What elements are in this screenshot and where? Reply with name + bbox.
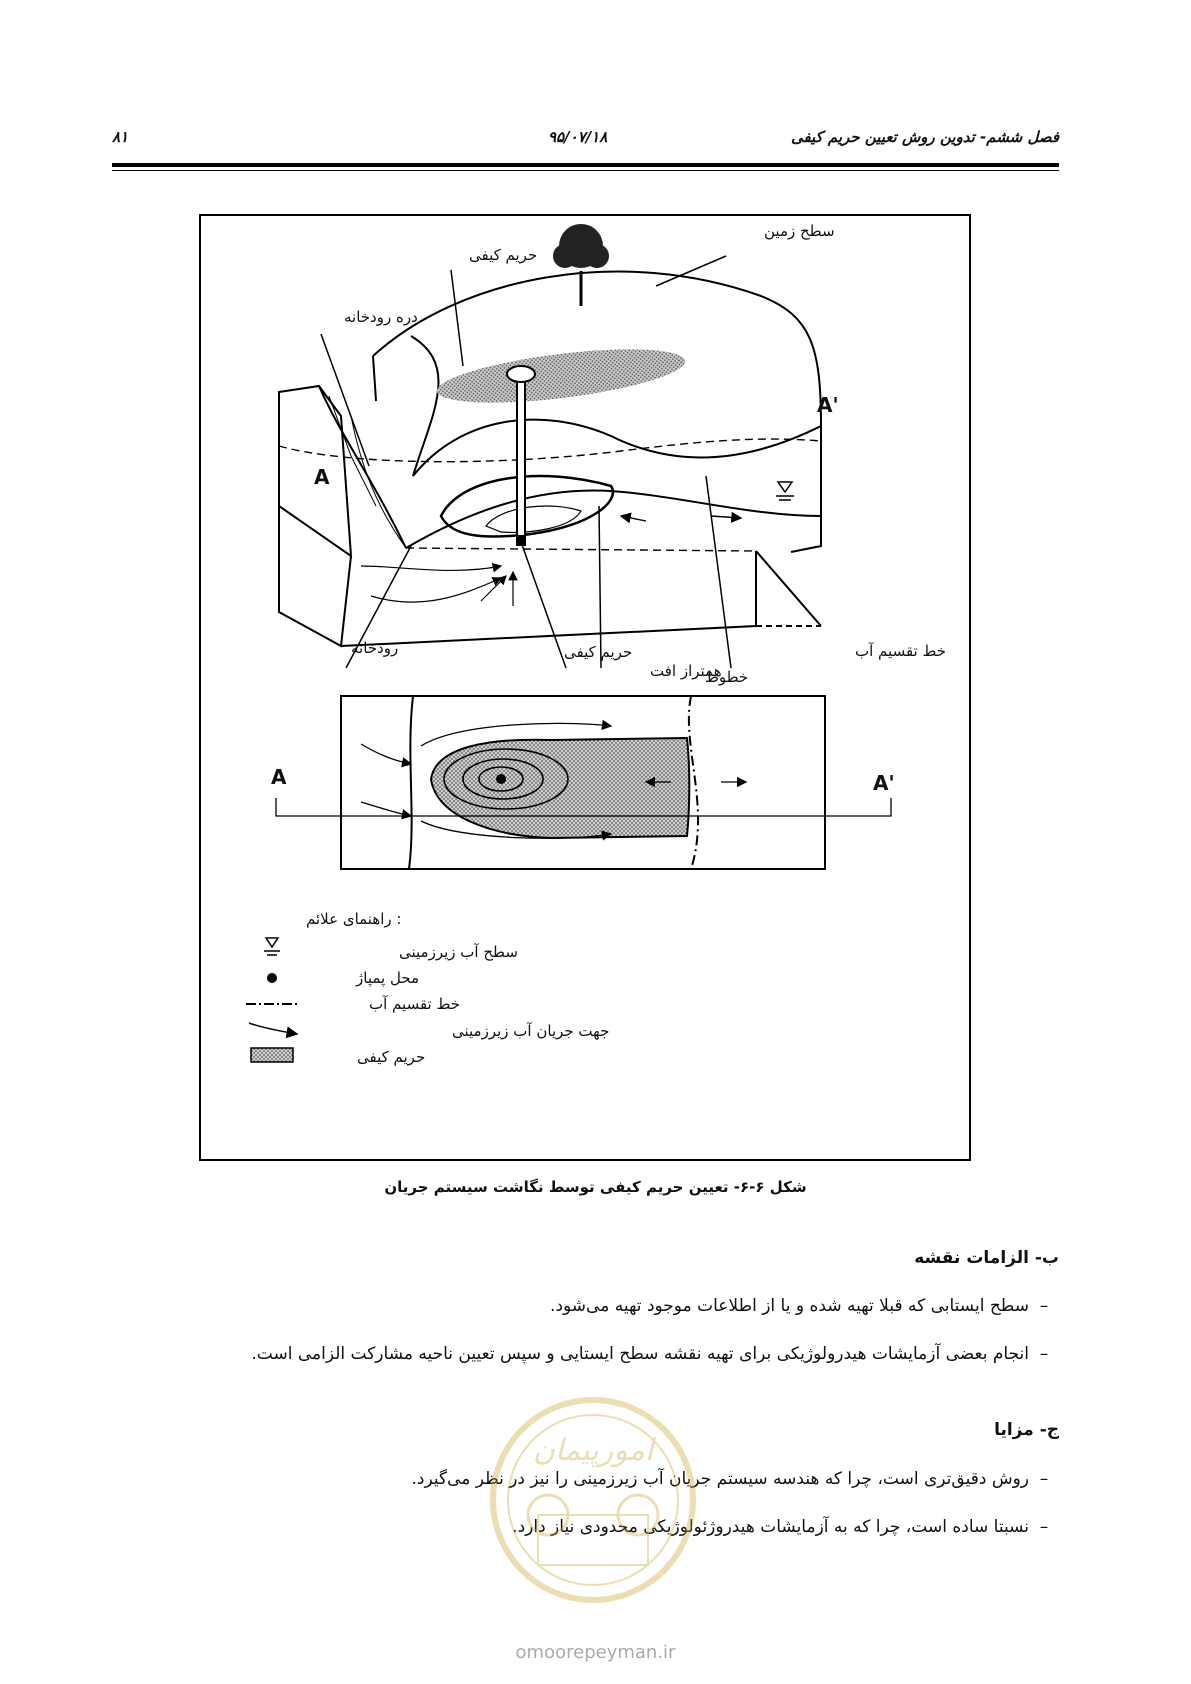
legend-item-water-table: سطح آب زیرزمینی — [399, 943, 518, 961]
header-rule-thick — [112, 163, 1059, 167]
watermark-logo — [478, 1395, 708, 1609]
label-drawdown-contours: همتراز افت — [650, 662, 722, 680]
legend — [246, 910, 609, 1066]
bullet-dash: – — [1039, 1296, 1049, 1316]
chapter-title: فصل ششم- تدوین روش تعیین حریم کیفی — [790, 128, 1059, 146]
block-diagram — [279, 272, 821, 646]
label-section-a-prime: A' — [817, 393, 839, 417]
label-plan-a-prime: A' — [873, 771, 895, 795]
legend-item-pumping-well: محل پمپاژ — [356, 969, 420, 987]
header-date: ۹۵/۰۷/۱۸ — [548, 128, 608, 146]
header-rule-thin — [112, 170, 1059, 171]
label-plan-a: A — [271, 765, 287, 789]
flow-system-diagram — [201, 216, 969, 1159]
list-item: –سطح ایستابی که قبلا تهیه شده و یا از اطلاعات موجود تهیه می‌شود. — [550, 1296, 1059, 1316]
label-section-a: A — [314, 465, 330, 489]
section-b-heading: ب- الزامات نقشه — [914, 1248, 1059, 1268]
page-number: ۸۱ — [112, 128, 129, 146]
label-water-divide: خط تقسیم آب — [855, 642, 946, 660]
list-item: –نسبتا ساده است، چرا که به آزمایشات هیدروژئولوژیکی محدودی نیاز دارد. — [512, 1517, 1059, 1537]
label-protection-zone-mid: حریم کیفی — [564, 643, 633, 661]
water-table-icon — [776, 482, 794, 500]
plan-view — [271, 696, 895, 869]
legend-title: : راهنمای علائم — [306, 910, 402, 928]
legend-item-flow-direction: جهت جریان آب زیرزمینی — [452, 1022, 610, 1040]
tree-icon — [553, 224, 609, 306]
bullet-dash: – — [1039, 1469, 1049, 1489]
label-ground-surface: سطح زمین — [764, 222, 835, 240]
list-item: –انجام بعضی آزمایشات هیدرولوژیکی برای تهیه نقشه سطح ایستایی و سپس تعیین ناحیه مشارکت الزامی است. — [251, 1344, 1059, 1364]
legend-item-water-divide: خط تقسیم آب — [369, 995, 460, 1013]
list-item: –روش دقیق‌تری است، چرا که هندسه سیستم جریان آب زیرزمینی را نیز در نظر می‌گیرد. — [411, 1469, 1059, 1489]
watermark-url: omoorepeyman.ir — [515, 1642, 676, 1663]
label-river: رودخانه — [351, 639, 399, 657]
label-lines: خطوط — [705, 668, 749, 686]
protection-zone-surface — [434, 339, 687, 413]
label-river-valley: دره رودخانه — [344, 308, 418, 326]
figure-frame — [199, 214, 971, 1161]
bullet-dash: – — [1039, 1344, 1049, 1364]
label-protection-zone-top: حریم کیفی — [469, 246, 538, 264]
legend-item-protection-zone: حریم کیفی — [357, 1048, 426, 1066]
bullet-dash: – — [1039, 1517, 1049, 1537]
watermark-logo-text: امورپیمان — [532, 1433, 654, 1468]
figure-caption: شکل ۶-۶- تعیین حریم کیفی توسط نگاشت سیستم جریان — [384, 1178, 807, 1196]
section-c-heading: ج- مزایا — [994, 1420, 1059, 1440]
